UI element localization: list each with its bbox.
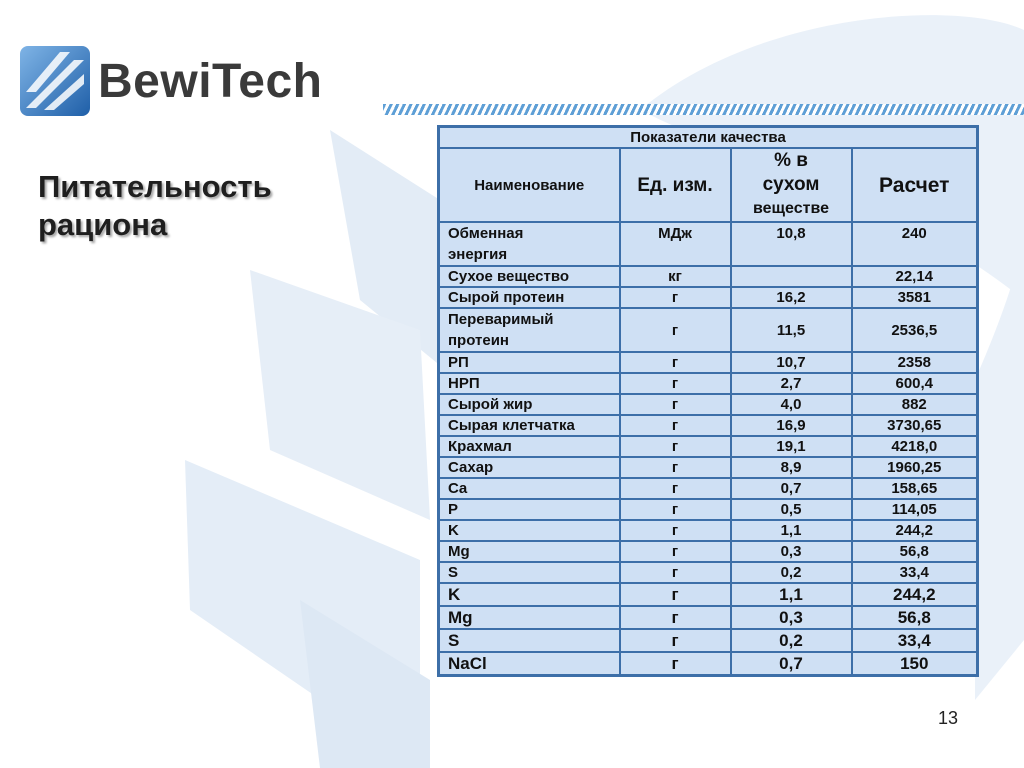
table-column-header-row <box>439 148 978 222</box>
row-calc: 56,8 <box>852 606 978 629</box>
table-row <box>439 394 978 415</box>
row-percent: 2,7 <box>731 373 852 394</box>
row-name: Сухое вещество <box>439 266 620 287</box>
row-name: K <box>439 583 620 606</box>
row-calc: 158,65 <box>852 478 978 499</box>
table-row <box>439 308 978 352</box>
table-row <box>439 520 978 541</box>
table-row <box>439 352 978 373</box>
row-name: Сырой протеин <box>439 287 620 308</box>
row-unit: г <box>620 520 731 541</box>
column-header-name: Наименование <box>439 148 620 222</box>
row-name: Сырой жир <box>439 394 620 415</box>
row-calc: 1960,25 <box>852 457 978 478</box>
row-unit: г <box>620 373 731 394</box>
row-calc: 2358 <box>852 352 978 373</box>
row-unit: г <box>620 394 731 415</box>
row-percent: 10,7 <box>731 352 852 373</box>
row-percent: 0,2 <box>731 562 852 583</box>
row-percent: 4,0 <box>731 394 852 415</box>
table-row <box>439 541 978 562</box>
row-calc: 244,2 <box>852 583 978 606</box>
slide-title-line-2: рациона <box>38 207 168 242</box>
row-percent: 16,2 <box>731 287 852 308</box>
row-name: Сахар <box>439 457 620 478</box>
table-row <box>439 287 978 308</box>
row-name: Сырая клетчатка <box>439 415 620 436</box>
row-unit: г <box>620 606 731 629</box>
row-name: Крахмал <box>439 436 620 457</box>
row-calc: 3730,65 <box>852 415 978 436</box>
table-row <box>439 606 978 629</box>
row-name: K <box>439 520 620 541</box>
row-percent: 1,1 <box>731 583 852 606</box>
row-unit: г <box>620 499 731 520</box>
table-row <box>439 222 978 266</box>
bewitech-logo-icon <box>20 46 90 116</box>
row-percent: 1,1 <box>731 520 852 541</box>
row-calc: 244,2 <box>852 520 978 541</box>
row-unit: г <box>620 541 731 562</box>
row-percent: 11,5 <box>731 308 852 352</box>
row-name-line-1: Обменная <box>448 225 524 242</box>
row-unit: г <box>620 457 731 478</box>
column-header-unit: Ед. изм. <box>620 148 731 222</box>
table-row <box>439 562 978 583</box>
row-unit: кг <box>620 266 731 287</box>
table-row <box>439 629 978 652</box>
row-unit: г <box>620 629 731 652</box>
row-name-line-2: энергия <box>448 246 508 263</box>
row-percent: 16,9 <box>731 415 852 436</box>
row-percent <box>731 266 852 287</box>
row-name: Ca <box>439 478 620 499</box>
row-name: Mg <box>439 606 620 629</box>
row-name: S <box>439 629 620 652</box>
table-group-header-row <box>439 127 978 149</box>
row-calc: 114,05 <box>852 499 978 520</box>
row-calc: 240 <box>852 222 978 266</box>
row-percent: 0,7 <box>731 478 852 499</box>
row-unit: г <box>620 652 731 676</box>
table-row <box>439 652 978 676</box>
row-unit: г <box>620 415 731 436</box>
column-header-pct-line-2: сухом <box>762 174 820 195</box>
table-row <box>439 457 978 478</box>
table-row <box>439 583 978 606</box>
bewitech-logo <box>20 46 323 116</box>
quality-table-container <box>437 125 979 677</box>
row-name: РП <box>439 352 620 373</box>
row-unit: г <box>620 308 731 352</box>
row-name: P <box>439 499 620 520</box>
row-unit: г <box>620 352 731 373</box>
row-percent: 0,7 <box>731 652 852 676</box>
table-row <box>439 266 978 287</box>
row-name: НРП <box>439 373 620 394</box>
column-header-pct-line-1: % в <box>774 150 808 171</box>
row-name <box>439 222 620 266</box>
row-name-line-1: Переваримый <box>448 311 554 328</box>
row-percent: 19,1 <box>731 436 852 457</box>
column-header-pct-line-3: веществе <box>753 200 829 217</box>
row-calc: 150 <box>852 652 978 676</box>
row-unit: г <box>620 478 731 499</box>
group-header: Показатели качества <box>439 127 978 149</box>
row-calc: 33,4 <box>852 629 978 652</box>
row-calc: 33,4 <box>852 562 978 583</box>
brand-name: BewiTech <box>98 54 323 108</box>
row-calc: 600,4 <box>852 373 978 394</box>
table-row <box>439 478 978 499</box>
row-percent: 0,3 <box>731 606 852 629</box>
row-name: S <box>439 562 620 583</box>
column-header-calculation: Расчет <box>852 148 978 222</box>
row-unit: г <box>620 562 731 583</box>
row-calc: 22,14 <box>852 266 978 287</box>
row-calc: 3581 <box>852 287 978 308</box>
row-unit: г <box>620 436 731 457</box>
row-calc: 56,8 <box>852 541 978 562</box>
row-calc: 2536,5 <box>852 308 978 352</box>
row-name <box>439 308 620 352</box>
row-unit: МДж <box>620 222 731 266</box>
slide-title-line-1: Питательность <box>38 169 272 204</box>
table-row <box>439 373 978 394</box>
row-unit: г <box>620 287 731 308</box>
row-unit: г <box>620 583 731 606</box>
row-percent: 0,2 <box>731 629 852 652</box>
table-row <box>439 436 978 457</box>
row-name: Mg <box>439 541 620 562</box>
quality-indicators-table <box>437 125 979 677</box>
row-percent: 0,3 <box>731 541 852 562</box>
table-row <box>439 499 978 520</box>
column-header-percent-dry-matter <box>731 148 852 222</box>
row-percent: 0,5 <box>731 499 852 520</box>
page-number: 13 <box>938 708 959 728</box>
row-percent: 10,8 <box>731 222 852 266</box>
row-name: NaCl <box>439 652 620 676</box>
slide-title <box>38 168 272 244</box>
row-calc: 882 <box>852 394 978 415</box>
decorative-stripe <box>383 104 1024 115</box>
row-calc: 4218,0 <box>852 436 978 457</box>
table-row <box>439 415 978 436</box>
row-name-line-2: протеин <box>448 332 509 349</box>
row-percent: 8,9 <box>731 457 852 478</box>
